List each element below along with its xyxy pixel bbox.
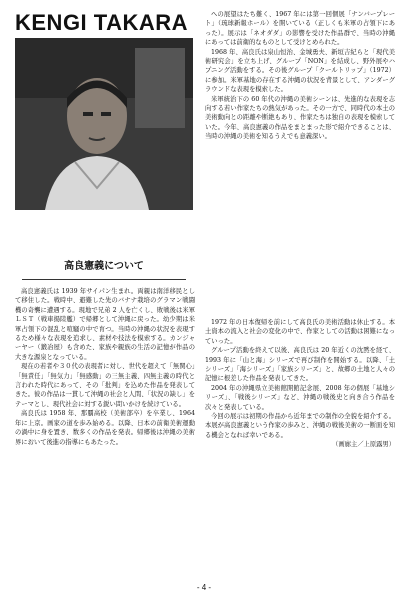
portrait-illustration xyxy=(15,38,193,210)
paragraph: 1968 年、高良氏は泉山恒治、金城勇夫、新垣吉紀らと「現代美術研究会」を立ち上げ、グループ「NON」を結成し、野外展やハプニング活動をする。その後グループ「クールトリップ」（1972）に参加。米軍基地の存在する沖縄の状況を背景として、アンダーグラウンドな表現を模索した。 xyxy=(205,48,395,94)
section-divider xyxy=(22,279,186,280)
left-text-column xyxy=(15,287,195,579)
paragraph: 1972 年の日本復帰を前にして高良氏の美術活動は休止する。本土資本の流入と社会の変化の中で、作家としての活動は困難になっていった。 xyxy=(205,319,395,345)
paragraph: 2004 年の沖縄県立美術館開館記念展、2008 年の個展「基地シリーズ」、「戦後シリーズ」など、沖縄の戦後史と向き合う作品を次々と発表している。 xyxy=(205,384,395,411)
paragraph: 今回の展示は初期の作品から近年までの制作の全貌を紹介する。本展が高良憲義という作家の歩みと、沖縄の戦後美術の一断面を知る機会となれば幸いである。 xyxy=(205,413,395,439)
artist-name-title: KENGI TAKARA xyxy=(15,10,189,35)
signature: （画廊主／上原露男） xyxy=(332,441,395,449)
page-number: - 4 - xyxy=(196,583,212,592)
right-bottom-text-column xyxy=(205,318,395,573)
paragraph: 高良憲義氏は 1939 年サイパン生まれ。両親は南洋移民として移住した。戦時中、避難した先のバナナ栽培のグラマン戦闘機の奇襲に遭遇する。現地で兄弟 2 人を亡くし、敗戦後は米軍ＬＳＴ（戦車揚陸艦）で帰郷として沖縄に戻った。幼少期は米軍占領下の混乱と喧騒の中で育つ。当時の沖縄の状況を表現するため様々な表現を追求し、素材や技法を模索する。カンジャーヤー（鍛冶屋）も含めた、家族や親族の生活の記憶が作品の大きな源泉となっている。 xyxy=(15,288,195,361)
paragraph: への展望はたち難く、1967 年には第一回個展「ナンバープレート」（琉球新報ホール）を開いている（正しくも米軍の占領下にあった）。展示は「ネオダダ」の影響を受けた作品群で、当時の沖縄にあっては前衛的なものとして受けとめられた。 xyxy=(205,11,395,47)
paragraph: 現在の若者や３０代の表現者に対し、世代を超えて「無関心」「無責任」「無気力」「無感動」の三無主義、四無主義の時代と言われた時代にあって、その「批判」を込めた作品を発表してきた。彼の作品は一貫して沖縄の社会と人間、「状況の缺し」をテーマとし、現代社会に対する鋭い問いかけを続けている。 xyxy=(15,363,195,408)
artist-portrait-photo xyxy=(15,38,193,210)
paragraph: 高良氏は 1958 年、那覇高校（美術部卒）を卒業し、1964 年に上京。画家の道を歩み始める。以降、日本の前衛美術運動の渦中に身を置き、数多くの作品を発表。帰郷後は沖縄の美術界において後進の指導にもあたった。 xyxy=(15,410,195,446)
paragraph: 米軍統治下の 60 年代の沖縄の美術シーンは、先進的な表現を志向する若い作家たちの熱気があった。その一方で、同時代の本土の美術動向との距離や断絶もあり、作家たちは独自の表現を模索していた。今年、高良憲義の作品をまとまった形で紹介できることは、当時の沖縄の美術を知るうえでも意義深い。 xyxy=(205,95,395,141)
header xyxy=(15,8,193,224)
right-top-text-column xyxy=(205,10,395,315)
paragraph: グループ活動を終えて以後、高良氏は 20 年近くの沈黙を経て、1993 年に「山と海」シリーズで再び制作を開始する。以降、「土シリーズ」「海シリーズ」「家族シリーズ」と、故郷の土地と人々の記憶に根差した作品を発表してきた。 xyxy=(205,347,395,383)
section-heading: 高良憲義について xyxy=(64,261,144,272)
